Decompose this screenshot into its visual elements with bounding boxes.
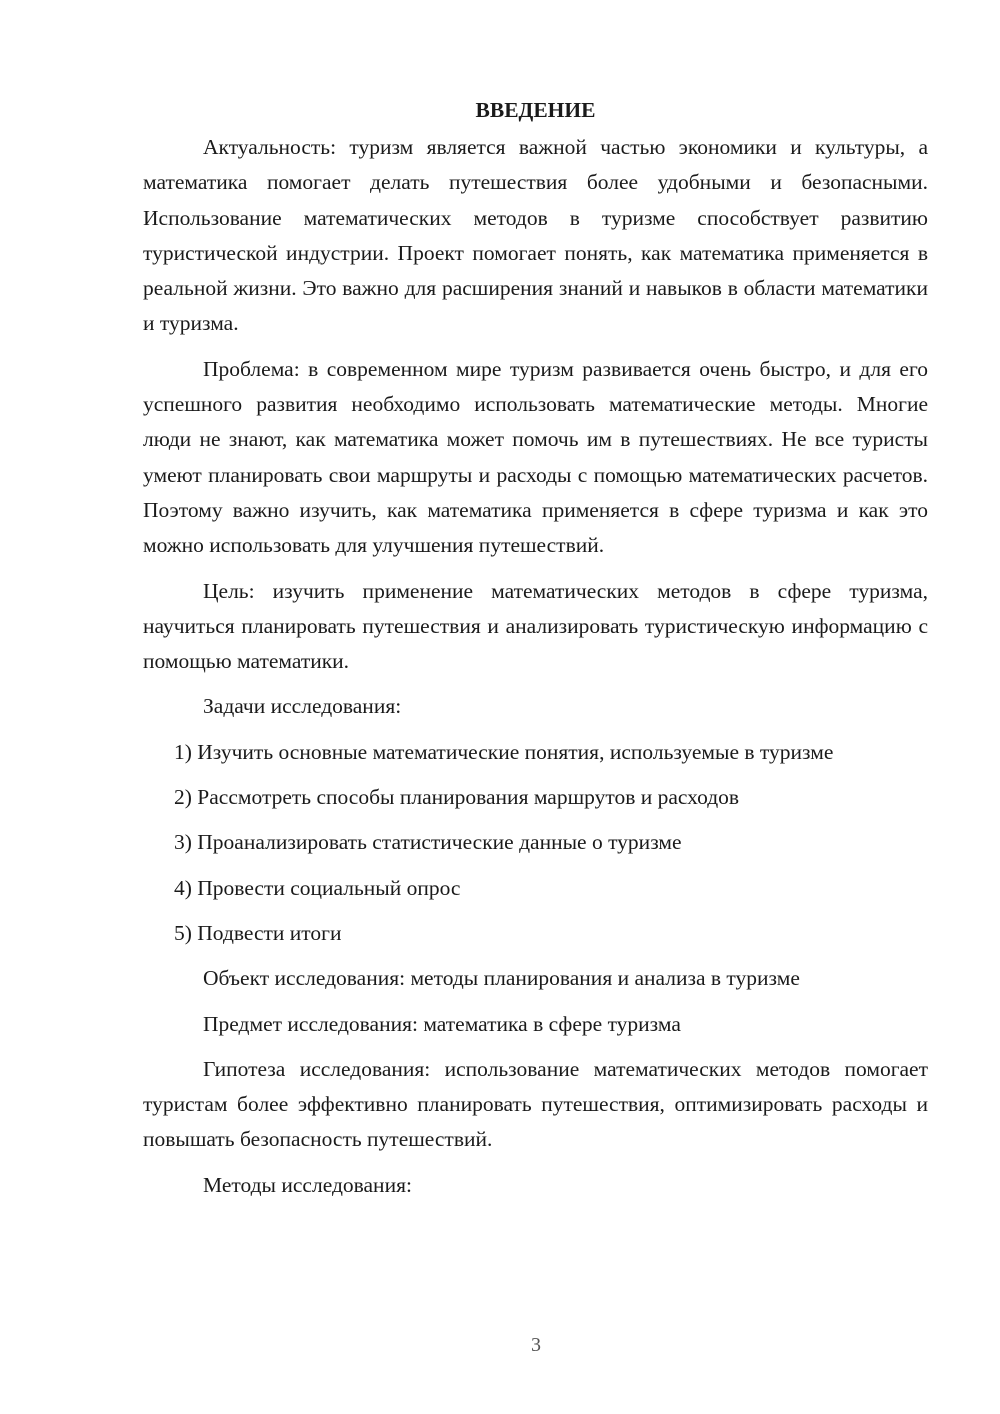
page-number: 3	[531, 1334, 541, 1356]
task-item: 4) Провести социальный опрос	[174, 875, 461, 900]
task-item: 2) Рассмотреть способы планирования маршрутов и расходов	[174, 785, 740, 810]
goal-paragraph: Цель: изучить применение математических методов в сфере туризма, научиться планировать путешествия и анализировать туристическую информацию с помощью математики.	[143, 578, 928, 674]
tasks-list	[143, 735, 928, 951]
subject-paragraph: Предмет исследования: математика в сфере туризма	[203, 1011, 681, 1036]
task-item: 1) Изучить основные математические понятия, используемые в туризме	[174, 739, 834, 764]
methods-title: Методы исследования:	[203, 1172, 412, 1197]
relevance-paragraph: Актуальность: туризм является важной частью экономики и культуры, а математика помогает делать путешествия более удобными и безопасными. Использование математических методов в туризме способствует развитию туристической индустрии. Проект помогает понять, как математика применяется в реальной жизни. Это важно для расширения знаний и навыков в области математики и туризма.	[143, 135, 928, 336]
object-paragraph: Объект исследования: методы планирования и анализа в туризме	[203, 966, 800, 991]
tasks-title: Задачи исследования:	[203, 694, 402, 719]
section-heading: ВВЕДЕНИЕ	[475, 98, 596, 122]
problem-paragraph: Проблема: в современном мире туризм развивается очень быстро, и для его успешного развития необходимо использовать математические методы. Многие люди не знают, как математика может помочь им в путешествиях. Не все туристы умеют планировать свои маршруты и расходы с помощью математических расчетов. Поэтому важно изучить, как математика применяется в сфере туризма и как это можно использовать для улучшения путешествий.	[143, 356, 928, 558]
page-body	[143, 93, 928, 1213]
task-item: 5) Подвести итоги	[174, 920, 342, 945]
task-item: 3) Проанализировать статистические данные о туризме	[174, 830, 682, 855]
hypothesis-paragraph: Гипотеза исследования: использование математических методов помогает туристам более эффективно планировать путешествия, оптимизировать расходы и повышать безопасность путешествий.	[143, 1056, 928, 1152]
